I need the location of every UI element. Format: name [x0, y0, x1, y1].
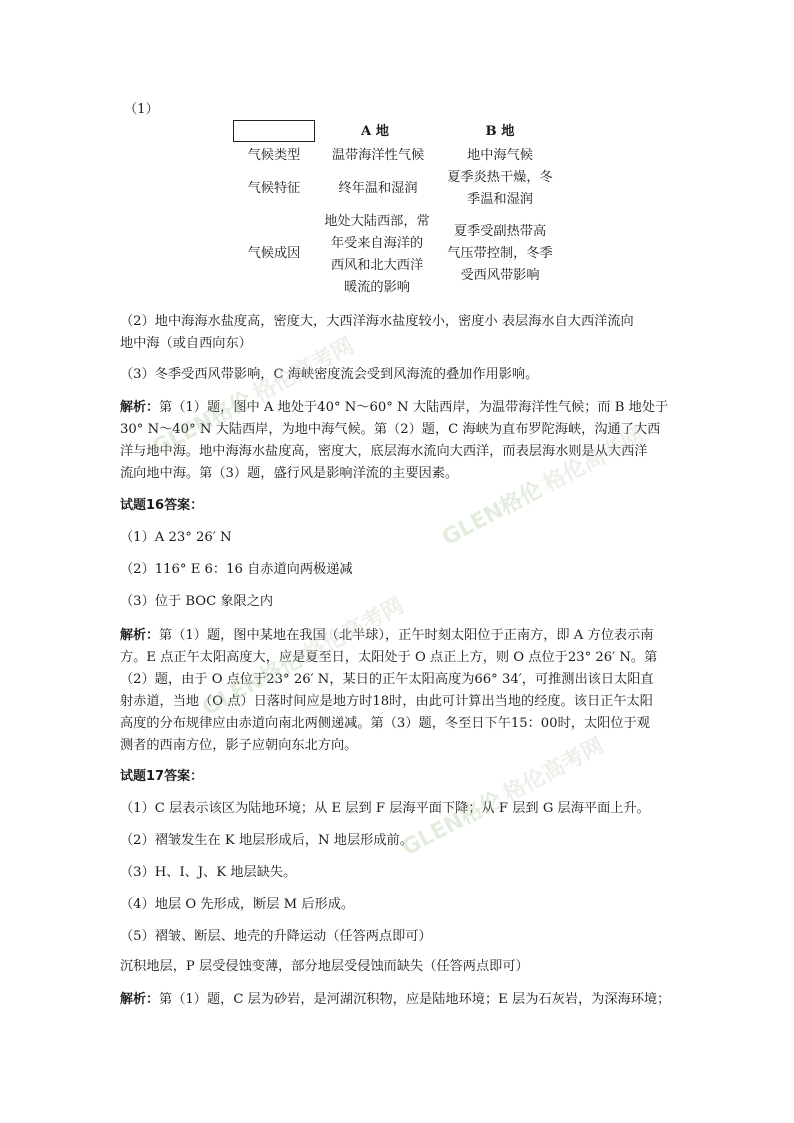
q15-part2-line1: （2）地中海海水盐度高，密度大，大西洋海水盐度较小，密度小 表层海水自大西洋流向 [120, 314, 634, 329]
q16-title: 试题16答案： [120, 498, 204, 513]
table-blank-header-cell [233, 120, 315, 142]
watermark-brand: 格伦高考网 [249, 333, 359, 408]
q17-title: 试题17答案： [120, 769, 204, 784]
table-cell-a-cause-2: 年受来自海洋的 [330, 236, 424, 251]
q16-analysis-line1 [120, 627, 653, 645]
watermark-brand: 格伦高考网 [499, 733, 609, 808]
q17-answer-5: （5）褶皱、断层、地壳的升降运动（任答两点即可） [120, 929, 432, 944]
table-cell-a-cause-1: 地处大陆西部，常 [324, 214, 430, 229]
watermark-logo: GLEN格伦 [438, 477, 547, 552]
analysis-label: 解析： [120, 628, 160, 643]
q17-answer-1: （1）C 层表示该区为陆地环境；从 E 层到 F 层海平面下降；从 F 层到 G 层海平面上升。 [120, 801, 650, 816]
table-row-label-type: 气候类型 [247, 148, 301, 163]
watermark-brand: 格伦高考网 [539, 423, 649, 498]
q15-analysis-line3: 洋与地中海。地中海海水盐度高，密度大，底层海水流向大西洋，而表层海水则是从大西洋 [120, 444, 648, 459]
watermark-logo: GLEN格伦 [398, 787, 507, 862]
table-cell-b-feature-2: 季温和湿润 [467, 192, 533, 207]
table-cell-b-cause-2: 气压带控制，冬季 [447, 246, 553, 261]
analysis-label: 解析： [120, 400, 160, 415]
table-row-label-feature: 气候特征 [247, 181, 301, 196]
q16-answer-3: （3）位于 BOC 象限之内 [120, 594, 274, 609]
q17-answer-6: 沉积地层，P 层受侵蚀变薄，部分地层受侵蚀而缺失（任答两点即可） [120, 959, 529, 974]
q16-analysis-line4: 射赤道，当地（O 点）日落时间应是地方时18时，由此可计算出当地的经度。该日正午太阳 [120, 694, 653, 709]
q16-analysis-line2: 方。E 点正午太阳高度大，应是夏至日，太阳处于 O 点正上方，则 O 点位于23° 26′ N。第 [120, 650, 658, 665]
table-header-a: A 地 [360, 124, 389, 139]
watermark [436, 419, 649, 552]
q16-analysis-line5: 高度的分布规律应由赤道向南北两侧递减。第（3）题，冬至日下午15：00时，太阳位于观 [120, 716, 650, 731]
q17-answer-2: （2）褶皱发生在 K 地层形成后，N 地层形成前。 [120, 833, 413, 848]
analysis-label: 解析： [120, 992, 160, 1007]
table-cell-b-feature-1: 夏季炎热干燥，冬 [447, 170, 553, 185]
q17-answer-4: （4）地层 O 先形成，断层 M 后形成。 [120, 897, 355, 912]
q15-analysis-line1 [120, 399, 668, 417]
q15-part1-label: （1） [124, 102, 159, 117]
analysis-text: 第（1）题，图中某地在我国（北半球），正午时刻太阳位于正南方，即 A 方位表示南 [159, 628, 654, 643]
q16-answer-2: （2）116° E 6：16 自赤道向两极递减 [120, 562, 353, 577]
q17-analysis-line1 [120, 991, 670, 1009]
table-cell-a-cause-3: 西风和北大西洋 [330, 258, 424, 273]
q15-analysis-line2: 30° N～40° N 大陆西岸，为地中海气候。第（2）题，C 海峡为直布罗陀海峡，沟通了大西 [120, 422, 661, 437]
table-header-b: B 地 [485, 124, 515, 139]
q15-part2-line2: 地中海（或自西向东） [120, 336, 252, 351]
table-cell-b-cause-3: 受西风带影响 [460, 268, 540, 283]
table-cell-b-cause-1: 夏季受副热带高 [453, 224, 547, 239]
table-cell-b-type: 地中海气候 [467, 148, 533, 163]
q16-analysis-line3: （2）题，由于 O 点位于23° 26′ N，某日的正午太阳高度为66° 34′，可推测出该日太阳直 [120, 672, 654, 687]
watermark [396, 729, 609, 862]
q16-analysis-line6: 测者的西南方位，影子应朝向东北方向。 [120, 738, 358, 753]
q16-answer-1: （1）A 23° 26′ N [120, 530, 232, 545]
analysis-text: 第（1）题，图中 A 地处于40° N～60° N 大陆西岸，为温带海洋性气候；而 B 地处于 [159, 400, 669, 415]
analysis-text: 第（1）题，C 层为砂岩，是河湖沉积物，应是陆地环境；E 层为石灰岩，为深海环境； [159, 992, 671, 1007]
watermark-brand: 格伦高考网 [299, 593, 409, 668]
watermark-logo: GLEN格伦 [198, 647, 307, 722]
table-cell-a-cause-4: 暖流的影响 [344, 280, 410, 295]
table-cell-a-feature: 终年温和湿润 [338, 181, 418, 196]
watermark-logo: GLEN格伦 [148, 387, 257, 462]
q15-part3: （3）冬季受西风带影响，C 海峡密度流会受到风海流的叠加作用影响。 [120, 367, 539, 382]
table-row-label-cause: 气候成因 [247, 246, 301, 261]
q17-answer-3: （3）H、I、J、K 地层缺失。 [120, 865, 297, 880]
table-cell-a-type: 温带海洋性气候 [331, 148, 425, 163]
q15-analysis-line4: 流向地中海。第（3）题，盛行风是影响洋流的主要因素。 [120, 466, 459, 481]
